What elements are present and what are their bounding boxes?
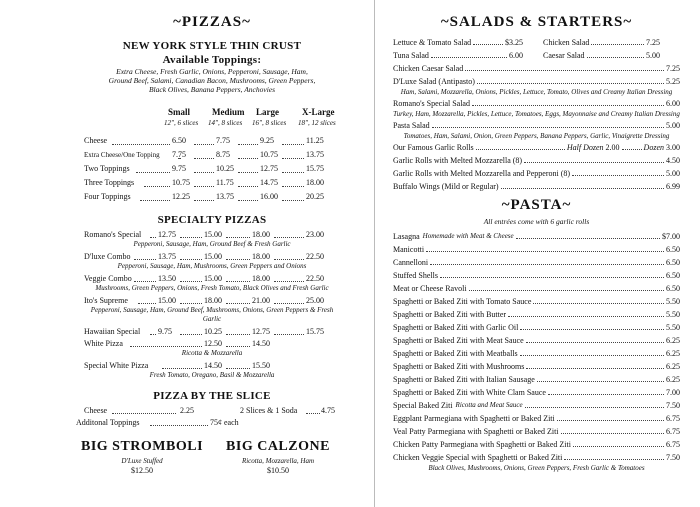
pizza-price-row: [84, 134, 340, 148]
dot-leader: [501, 180, 664, 189]
dot-leader: [180, 281, 202, 282]
dot-leader: [180, 259, 202, 260]
dot-leader: [134, 281, 156, 282]
item-price: 5.25: [666, 77, 680, 86]
price: 7.75: [216, 136, 230, 145]
menu-item: [393, 438, 680, 451]
item-price: 6.25: [666, 362, 680, 371]
stromboli-block: [78, 439, 206, 475]
slice-combo-label: 2 Slices & 1 Soda: [240, 406, 298, 415]
column-divider: [374, 0, 375, 507]
calzone-title: BIG CALZONE: [226, 439, 330, 454]
item-name: Spaghetti or Baked Ziti with Mushrooms: [393, 362, 525, 371]
menu-item: [393, 386, 680, 399]
price: 7.75: [172, 150, 186, 159]
price: 11.25: [306, 136, 324, 145]
dot-leader: [140, 200, 170, 201]
dot-leader: [150, 237, 156, 238]
dot-leader: [238, 186, 258, 187]
row-label: Extra Cheese/One Topping: [84, 151, 160, 159]
price: 15.00: [204, 274, 222, 283]
item-name: Special Baked Ziti: [393, 401, 453, 410]
dot-leader: [533, 295, 664, 304]
item-price: 5.50: [666, 323, 680, 332]
item-price: 6.99: [666, 182, 680, 191]
item-note: Homemade with Meat & Cheese: [422, 232, 514, 240]
specialty-desc: Pepperoni, Sausage, Ham, Ground Beef, Mushrooms, Onions, Green Peppers & Fresh Garlic: [90, 306, 334, 323]
specialty-item: [84, 326, 340, 338]
price: 12.75: [260, 164, 278, 173]
pizza-price-row: [84, 162, 340, 176]
price: 10.75: [172, 178, 190, 187]
price: 15.50: [252, 361, 270, 370]
item-price: 5.50: [666, 310, 680, 319]
menu-item: [393, 347, 680, 360]
dot-leader: [134, 259, 156, 260]
menu-item: Tuna Salad 6.00: [393, 51, 523, 60]
stromboli-title: BIG STROMBOLI: [80, 439, 204, 454]
dot-leader: [282, 186, 304, 187]
pizza-price-row: [84, 176, 340, 190]
toppings-list: [84, 67, 340, 94]
price: 16.00: [260, 192, 278, 201]
dot-leader: [226, 334, 250, 335]
menu-item: [393, 334, 680, 347]
dot-leader: [472, 97, 664, 106]
item-name: Romano's Special Salad: [393, 99, 470, 108]
salads-pasta-column: [383, 0, 700, 507]
menu-item: [393, 230, 680, 243]
slice-row: [84, 405, 340, 417]
dot-leader: [508, 308, 664, 317]
item-name: Chicken Veggie Special with Spaghetti or Baked Ziti: [393, 453, 563, 462]
item-price: 7.50: [666, 453, 680, 462]
dot-leader: [180, 334, 202, 335]
size-name: Small: [168, 107, 191, 117]
item-name: Spaghetti or Baked Ziti with Italian Sausage: [393, 375, 535, 384]
item-name: Spaghetti or Baked Ziti with Tomato Sauce: [393, 297, 532, 306]
size-name: Medium: [212, 107, 245, 117]
item-name: Stuffed Shells: [393, 271, 438, 280]
dot-leader: [194, 186, 214, 187]
specialty-list: [84, 229, 340, 380]
calzone-price: $10.50: [267, 466, 289, 475]
stromboli-calzone: [80, 439, 340, 499]
row-label: Four Toppings: [84, 192, 131, 201]
price: 15.00: [158, 296, 176, 305]
specialty-name: D'luxe Combo: [84, 252, 131, 261]
item-name: Buffalo Wings (Mild or Regular): [393, 182, 499, 191]
dot-leader: [282, 200, 304, 201]
stromboli-price: $12.50: [131, 466, 153, 475]
dot-leader: [136, 172, 170, 173]
size-header-row: [84, 106, 340, 118]
price: 18.00: [306, 178, 324, 187]
item-price: 4.50: [666, 156, 680, 165]
price: 13.75: [306, 150, 324, 159]
menu-item: [393, 167, 680, 180]
menu-item: Chicken Salad 7.25: [543, 38, 660, 47]
item-price: 6.75: [666, 440, 680, 449]
dot-leader: [150, 425, 208, 426]
price: 10.25: [204, 327, 222, 336]
dot-leader: [525, 399, 664, 408]
menu-item: [393, 282, 680, 295]
dot-leader: [548, 386, 664, 395]
dot-leader: [432, 119, 664, 128]
slice-grid: [76, 405, 340, 431]
item-name: Spaghetti or Baked Ziti with Garlic Oil: [393, 323, 519, 332]
dot-leader: [226, 346, 250, 347]
price: 12.75: [252, 327, 270, 336]
row-label: Three Toppings: [84, 178, 135, 187]
item-name: Meat or Cheese Ravoli: [393, 284, 467, 293]
dot-leader: [564, 451, 664, 460]
calzone-block: [214, 439, 342, 475]
price: 18.00: [252, 274, 270, 283]
dot-leader: [430, 256, 664, 265]
price: 14.50: [204, 361, 222, 370]
item-price: 6.75: [666, 427, 680, 436]
garlic-rolls-row: Our Famous Garlic Rolls Half Dozen 2.00 Dozen 3.00: [393, 143, 680, 152]
specialty-name: Veggie Combo: [84, 274, 132, 283]
specialty-item: [84, 229, 340, 241]
size-desc: 18", 12 slices: [298, 119, 336, 127]
menu-item: [393, 399, 680, 412]
dot-leader: [440, 269, 664, 278]
item-price: 5.00: [666, 121, 680, 130]
item-name: Lasagna: [393, 232, 420, 241]
price: 12.75: [158, 230, 176, 239]
specialty-desc: Mushrooms, Green Peppers, Onions, Fresh Tomato, Black Olives and Fresh Garlic: [95, 284, 329, 292]
price: 21.00: [252, 296, 270, 305]
menu-item: [393, 119, 680, 132]
item-price: 7.50: [666, 401, 680, 410]
pizzas-title: ~PIZZAS~: [173, 14, 251, 30]
slice-cheese-price: 2.25: [180, 406, 194, 415]
item-price: $7.00: [662, 232, 680, 241]
specialty-desc: Pepperoni, Sausage, Ham, Mushrooms, Green Peppers and Onions: [117, 262, 307, 270]
menu-item: [393, 97, 680, 110]
specialty-item: [84, 338, 340, 350]
slice-title: PIZZA BY THE SLICE: [153, 390, 271, 402]
dot-leader: [282, 172, 304, 173]
menu-item: [393, 269, 680, 282]
dot-leader: [194, 144, 214, 145]
size-desc-row: [84, 118, 340, 128]
slice-combo-price: 4.75: [321, 406, 335, 415]
menu-item: [393, 243, 680, 256]
price: 22.50: [306, 274, 324, 283]
item-name: Spaghetti or Baked Ziti with White Clam Sauce: [393, 388, 546, 397]
toppings-line: Black Olives, Banana Peppers, Anchovies: [148, 85, 276, 94]
price: 15.00: [204, 230, 222, 239]
dot-leader: [238, 200, 258, 201]
specialty-name: Romano's Special: [84, 230, 142, 239]
specialty-name: Special White Pizza: [84, 361, 149, 370]
item-name: Veal Patty Parmegiana with Spaghetti or Baked Ziti: [393, 427, 559, 436]
menu-item: [393, 75, 680, 88]
item-name: D'Luxe Salad (Antipasto): [393, 77, 475, 86]
price: 13.75: [216, 192, 234, 201]
specialty-desc: Fresh Tomato, Oregano, Basil & Mozzarella: [149, 371, 275, 379]
stromboli-desc: D'Luxe Stuffed: [121, 457, 163, 465]
dot-leader: [520, 321, 664, 330]
dot-leader: [238, 144, 258, 145]
price: 14.50: [252, 339, 270, 348]
item-price: 6.25: [666, 349, 680, 358]
dot-leader: [112, 144, 170, 145]
salad-pair-row: [393, 36, 680, 49]
pizza-price-row: [84, 148, 340, 162]
item-name: Chicken Caesar Salad: [393, 64, 464, 73]
item-note: Ricotta and Meat Sauce: [455, 401, 523, 409]
specialty-name: Hawaiian Special: [84, 327, 141, 336]
item-name: Cannelloni: [393, 258, 429, 267]
pasta-list: [393, 230, 680, 464]
price: 10.75: [260, 150, 278, 159]
specialty-desc: Pepperoni, Sausage, Ham, Ground Beef & Fresh Garlic: [133, 240, 291, 248]
specialty-item: [84, 295, 340, 307]
dot-leader: [426, 243, 664, 252]
dot-leader: [226, 259, 250, 260]
pizzas-subtitle: NEW YORK STYLE THIN CRUST: [122, 40, 302, 52]
dot-leader: [138, 303, 156, 304]
item-name: Garlic Rolls with Melted Mozzarella (8): [393, 156, 523, 165]
item-name: Manicotti: [393, 245, 425, 254]
price: 9.25: [260, 136, 274, 145]
dot-leader: [194, 158, 214, 159]
row-label: Two Toppings: [84, 164, 130, 173]
price: 25.00: [306, 296, 324, 305]
item-price: 6.50: [666, 245, 680, 254]
dot-leader: [226, 368, 250, 369]
price: 11.75: [216, 178, 234, 187]
size-desc: 12", 6 slices: [164, 119, 199, 127]
dot-leader: [162, 368, 202, 369]
dot-leader: [524, 154, 664, 163]
dot-leader: [477, 75, 664, 84]
price: 14.75: [260, 178, 278, 187]
menu-item: [393, 451, 680, 464]
dot-leader: [572, 167, 664, 176]
menu-item: Caesar Salad 5.00: [543, 51, 660, 60]
menu-item: [393, 62, 680, 75]
dot-leader: [526, 334, 664, 343]
price: 18.00: [252, 252, 270, 261]
price: 13.50: [158, 274, 176, 283]
dot-leader: [112, 413, 176, 414]
slice-toppings-label: Additonal Toppings: [76, 418, 140, 427]
price: 23.00: [306, 230, 324, 239]
dot-leader: [274, 281, 304, 282]
dot-leader: [226, 303, 250, 304]
dot-leader: [130, 346, 202, 347]
menu-item: [393, 425, 680, 438]
specialty-item: [84, 273, 340, 285]
size-name: Large: [256, 107, 279, 117]
dot-leader: [274, 259, 304, 260]
item-price: 6.50: [666, 258, 680, 267]
item-price: 5.00: [666, 169, 680, 178]
dot-leader: [194, 172, 214, 173]
dot-leader: [274, 334, 304, 335]
menu-item: [393, 360, 680, 373]
menu-item: [393, 295, 680, 308]
price: 15.75: [306, 164, 324, 173]
specialty-item: [84, 251, 340, 263]
salads-list: [393, 36, 680, 193]
menu-item: [393, 308, 680, 321]
slice-cheese-label: Cheese: [84, 406, 108, 415]
menu-item: [393, 180, 680, 193]
calzone-desc: Ricotta, Mozzarella, Ham: [241, 457, 315, 465]
item-desc: Ham, Salami, Mozzarella, Onions, Pickles, Lettuce, Tomato, Olives and Creamy Italian Dressing: [400, 88, 673, 96]
price: 9.75: [158, 327, 172, 336]
specialty-name: Ito's Supreme: [84, 296, 128, 305]
price: 18.00: [204, 296, 222, 305]
pizza-price-row: [84, 190, 340, 204]
menu-item: [393, 256, 680, 269]
item-name: Eggplant Parmegiana with Spaghetti or Baked Ziti: [393, 414, 555, 423]
price: 9.75: [172, 164, 186, 173]
dot-leader: [573, 438, 664, 447]
price: 22.50: [306, 252, 324, 261]
price: 18.00: [252, 230, 270, 239]
slice-row: [76, 417, 340, 429]
dot-leader: [226, 237, 250, 238]
item-name: Pasta Salad: [393, 121, 430, 130]
price: 12.25: [172, 192, 190, 201]
size-name: X-Large: [302, 107, 335, 117]
menu-item: [393, 373, 680, 386]
item-desc: Tomatoes, Ham, Salami, Onion, Green Peppers, Banana Peppers, Garlic, Vinaigrette Dressing: [403, 132, 670, 140]
dot-leader: [180, 237, 202, 238]
item-desc: Turkey, Ham, Mozzarella, Pickles, Lettuce, Tomatoes, Eggs, Mayonnaise and Creamy Italian Dressing: [393, 110, 680, 118]
toppings-line: Ground Beef, Salami, Canadian Bacon, Mushrooms, Green Peppers,: [108, 76, 316, 85]
dot-leader: [306, 413, 320, 414]
dot-leader: [180, 303, 202, 304]
dot-leader: [520, 347, 664, 356]
dot-leader: [282, 144, 304, 145]
price: 15.75: [306, 327, 324, 336]
menu-item: [393, 154, 680, 167]
item-price: 7.00: [666, 388, 680, 397]
pizza-price-grid: [84, 106, 340, 204]
dot-leader: [526, 360, 664, 369]
specialty-name: White Pizza: [84, 339, 123, 348]
menu-item: [393, 321, 680, 334]
salads-title: ~SALADS & STARTERS~: [440, 14, 633, 30]
salad-items: [393, 62, 680, 141]
row-label: Cheese: [84, 136, 108, 145]
dot-leader: [238, 172, 258, 173]
menu-item: Lettuce & Tomato Salad $3.25: [393, 38, 523, 47]
price: 15.00: [204, 252, 222, 261]
dot-leader: [557, 412, 664, 421]
specialty-desc: Ricotta & Mozzarella: [181, 349, 243, 357]
dot-leader: [465, 62, 664, 71]
item-price: 6.25: [666, 336, 680, 345]
dot-leader: [238, 158, 258, 159]
item-name: Spaghetti or Baked Ziti with Meat Sauce: [393, 336, 524, 345]
dot-leader: [150, 334, 156, 335]
item-price: 5.50: [666, 297, 680, 306]
dot-leader: [282, 158, 304, 159]
dot-leader: [274, 303, 304, 304]
item-price: 6.50: [666, 271, 680, 280]
price: 6.50: [172, 136, 186, 145]
dot-leader: [226, 281, 250, 282]
item-price: 6.75: [666, 414, 680, 423]
item-name: Spaghetti or Baked Ziti with Meatballs: [393, 349, 518, 358]
dot-leader: [194, 200, 214, 201]
item-name: Garlic Rolls with Melted Mozzarella and Pepperoni (8): [393, 169, 571, 178]
pasta-last-desc: Black Olives, Mushrooms, Onions, Green Peppers, Fresh Garlic & Tomatoes: [428, 464, 645, 472]
dot-leader: [274, 237, 304, 238]
size-desc: 14", 8 slices: [208, 119, 243, 127]
item-price: 6.00: [666, 99, 680, 108]
slice-toppings-price: 75¢ each: [210, 418, 239, 427]
menu-item: [393, 412, 680, 425]
price: 8.75: [216, 150, 230, 159]
salad-pair-row: [393, 49, 680, 62]
dot-leader: [469, 282, 664, 291]
dot-leader: [561, 425, 664, 434]
pasta-note: All entrées come with 6 garlic rolls: [483, 217, 590, 226]
dot-leader: [516, 230, 660, 239]
size-desc: 16", 8 slices: [252, 119, 287, 127]
specialty-title: SPECIALTY PIZZAS: [157, 214, 267, 226]
pasta-title: ~PASTA~: [501, 197, 572, 213]
toppings-heading: Available Toppings:: [162, 54, 262, 66]
price: 20.25: [306, 192, 324, 201]
item-price: 6.50: [666, 284, 680, 293]
toppings-line: Extra Cheese, Fresh Garlic, Onions, Pepperoni, Sausage, Ham,: [116, 67, 308, 76]
price: 12.50: [204, 339, 222, 348]
specialty-item: [84, 360, 340, 372]
price: 10.25: [216, 164, 234, 173]
item-name: Chicken Patty Parmegiana with Spaghetti or Baked Ziti: [393, 440, 571, 449]
item-name: Spaghetti or Baked Ziti with Butter: [393, 310, 507, 319]
starter-items: [393, 154, 680, 193]
item-price: 6.25: [666, 375, 680, 384]
price: 13.75: [158, 252, 176, 261]
dot-leader: [537, 373, 664, 382]
item-price: 7.25: [666, 64, 680, 73]
dot-leader: [144, 186, 170, 187]
